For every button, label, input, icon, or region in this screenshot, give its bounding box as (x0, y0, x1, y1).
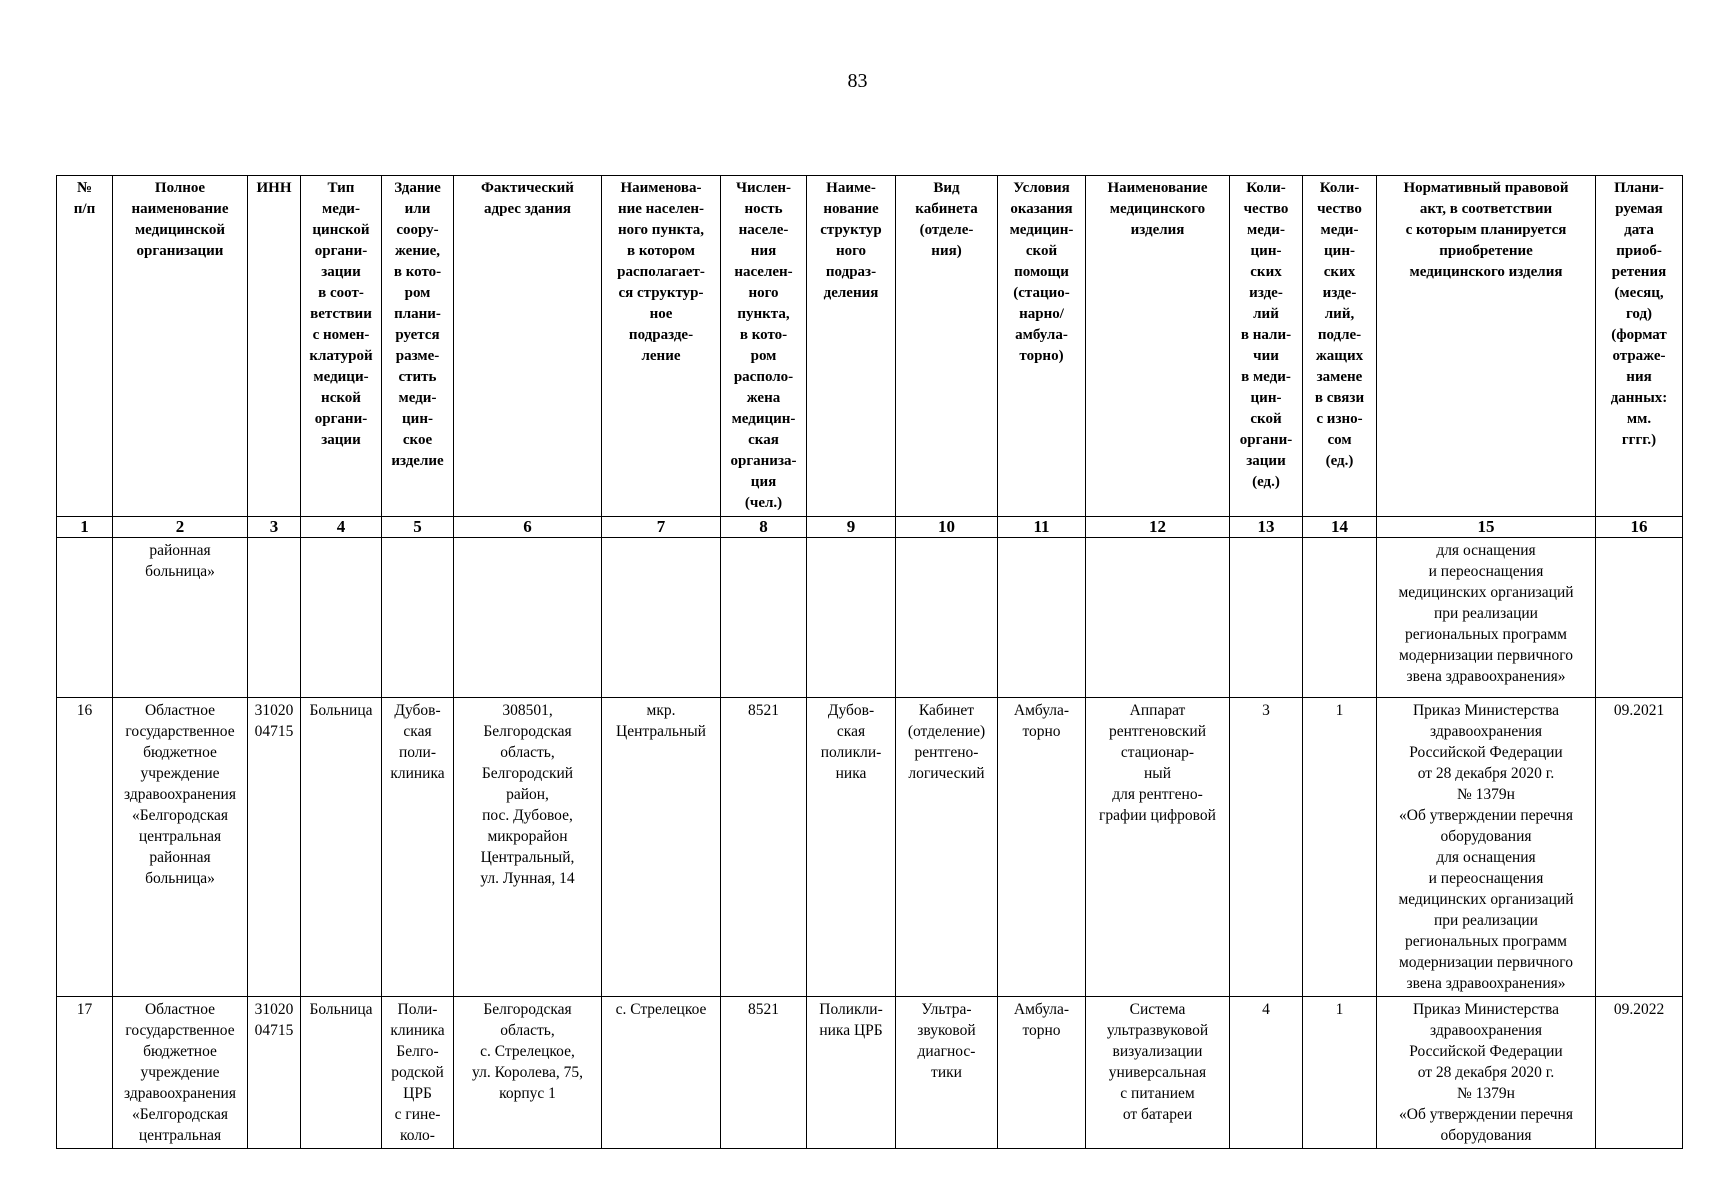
column-number: 10 (896, 517, 998, 538)
table-cell: Кабинет (отделение) рентгено- логический (896, 698, 998, 997)
table-cell: 4 (1230, 997, 1303, 1149)
table-cell: Больница (301, 698, 382, 997)
table-cell: 31020 04715 (248, 997, 301, 1149)
header-cell-org-type: Тип меди- цинской органи- зации в соот- ветствии с номен- клатурой медици- нской органи- зации (301, 176, 382, 517)
header-cell-planned-date: Плани- руемая дата приоб- ретения (месяц, год) (формат отраже- ния данных: мм. гггг.) (1596, 176, 1683, 517)
table-cell (454, 538, 602, 698)
table-cell: Приказ Министерства здравоохранения Российской Федерации от 28 декабря 2020 г. № 1379н «Об утверждении перечня оборудования (1377, 997, 1596, 1149)
table-cell (1303, 538, 1377, 698)
header-cell-division: Наиме- нование структур ного подраз- деления (807, 176, 896, 517)
header-row (57, 176, 1683, 517)
table-cell (602, 538, 721, 698)
header-cell-population: Числен- ность населе- ния населен- ного пункта, в кото- ром располо- жена медицин- ская организа- ция (чел.) (721, 176, 807, 517)
table-cell: 1 (1303, 997, 1377, 1149)
table-cell: Ультра- звуковой диагнос- тики (896, 997, 998, 1149)
column-number: 8 (721, 517, 807, 538)
column-number: 5 (382, 517, 454, 538)
column-number: 11 (998, 517, 1086, 538)
column-number: 2 (113, 517, 248, 538)
table-cell: 8521 (721, 997, 807, 1149)
column-number: 16 (1596, 517, 1683, 538)
header-cell-devices-available: Коли- чество меди- цин- ских изде- лий в нали- чии в меди- цин- ской органи- зации (ед.) (1230, 176, 1303, 517)
column-number: 1 (57, 517, 113, 538)
table-cell: Приказ Министерства здравоохранения Российской Федерации от 28 декабря 2020 г. № 1379н «Об утверждении перечня оборудования для оснащения и переоснащения медицинских организаций при реализации региональных программ модернизации первичного звена здравоохранения» (1377, 698, 1596, 997)
table-cell (998, 538, 1086, 698)
table-cell: 3 (1230, 698, 1303, 997)
table-row (57, 538, 1683, 698)
table-cell (1230, 538, 1303, 698)
column-number: 12 (1086, 517, 1230, 538)
table-cell: районная больница» (113, 538, 248, 698)
table-cell: Областное государственное бюджетное учреждение здравоохранения «Белгородская центральная районная больница» (113, 698, 248, 997)
table-cell (1596, 538, 1683, 698)
column-number: 7 (602, 517, 721, 538)
column-number: 6 (454, 517, 602, 538)
table-cell: Система ультразвуковой визуализации универсальная с питанием от батареи (1086, 997, 1230, 1149)
table-cell (301, 538, 382, 698)
table-cell: Амбула- торно (998, 997, 1086, 1149)
table-cell: Амбула- торно (998, 698, 1086, 997)
column-number: 15 (1377, 517, 1596, 538)
column-number-row (57, 517, 1683, 538)
table-cell: для оснащения и переоснащения медицинских организаций при реализации региональных программ модернизации первичного звена здравоохранения» (1377, 538, 1596, 698)
table-cell: 09.2022 (1596, 997, 1683, 1149)
page-number: 83 (847, 70, 868, 92)
column-number: 13 (1230, 517, 1303, 538)
table-cell: Дубов- ская поли- клиника (382, 698, 454, 997)
table-cell: Белгородская область, с. Стрелецкое, ул. Королева, 75, корпус 1 (454, 997, 602, 1149)
column-number: 4 (301, 517, 382, 538)
table-cell: Дубов- ская поликли- ника (807, 698, 896, 997)
header-cell-device-name: Наименование медицинского изделия (1086, 176, 1230, 517)
table-cell: 09.2021 (1596, 698, 1683, 997)
table-cell: Аппарат рентгеновский стационар- ный для рентгено- графии цифровой (1086, 698, 1230, 997)
equipment-table (56, 175, 1683, 1149)
header-cell-devices-to-replace: Коли- чество меди- цин- ских изде- лий, подле- жащих замене в связи с изно- сом (ед.) (1303, 176, 1377, 517)
header-cell-org-name: Полное наименование медицинской организации (113, 176, 248, 517)
table-cell: Поликли- ника ЦРБ (807, 997, 896, 1149)
header-cell-cabinet-type: Вид кабинета (отделе- ния) (896, 176, 998, 517)
header-cell-address: Фактический адрес здания (454, 176, 602, 517)
table-cell (1086, 538, 1230, 698)
column-number: 14 (1303, 517, 1377, 538)
table-cell (248, 538, 301, 698)
table-cell: мкр. Центральный (602, 698, 721, 997)
table-cell: Больница (301, 997, 382, 1149)
table-cell: 8521 (721, 698, 807, 997)
table-row (57, 698, 1683, 997)
header-cell-building: Здание или соору- жение, в кото- ром плани- руется разме- стить меди- цин- ское изделие (382, 176, 454, 517)
table-cell: 308501, Белгородская область, Белгородский район, пос. Дубовое, микрорайон Центральный, ул. Лунная, 14 (454, 698, 602, 997)
table-cell (896, 538, 998, 698)
table-cell: Поли- клиника Белго- родской ЦРБ с гине- коло- (382, 997, 454, 1149)
column-number: 9 (807, 517, 896, 538)
header-cell-inn: ИНН (248, 176, 301, 517)
table-cell: Областное государственное бюджетное учреждение здравоохранения «Белгородская центральная (113, 997, 248, 1149)
header-cell-no: № п/п (57, 176, 113, 517)
header-cell-legal-act: Нормативный правовой акт, в соответствии с которым планируется приобретение медицинского изделия (1377, 176, 1596, 517)
column-number: 3 (248, 517, 301, 538)
table-cell: 1 (1303, 698, 1377, 997)
table-cell (382, 538, 454, 698)
table-row (57, 997, 1683, 1149)
table-cell: 31020 04715 (248, 698, 301, 997)
table-cell: с. Стрелецкое (602, 997, 721, 1149)
header-cell-settlement: Наименова- ние населен- ного пункта, в котором располагает- ся структур- ное подразде- ление (602, 176, 721, 517)
table-cell (721, 538, 807, 698)
table-cell (807, 538, 896, 698)
table-cell: 16 (57, 698, 113, 997)
table-cell: 17 (57, 997, 113, 1149)
header-cell-care-conditions: Условия оказания медицин- ской помощи (стацио- нарно/ амбула- торно) (998, 176, 1086, 517)
table-cell (57, 538, 113, 698)
